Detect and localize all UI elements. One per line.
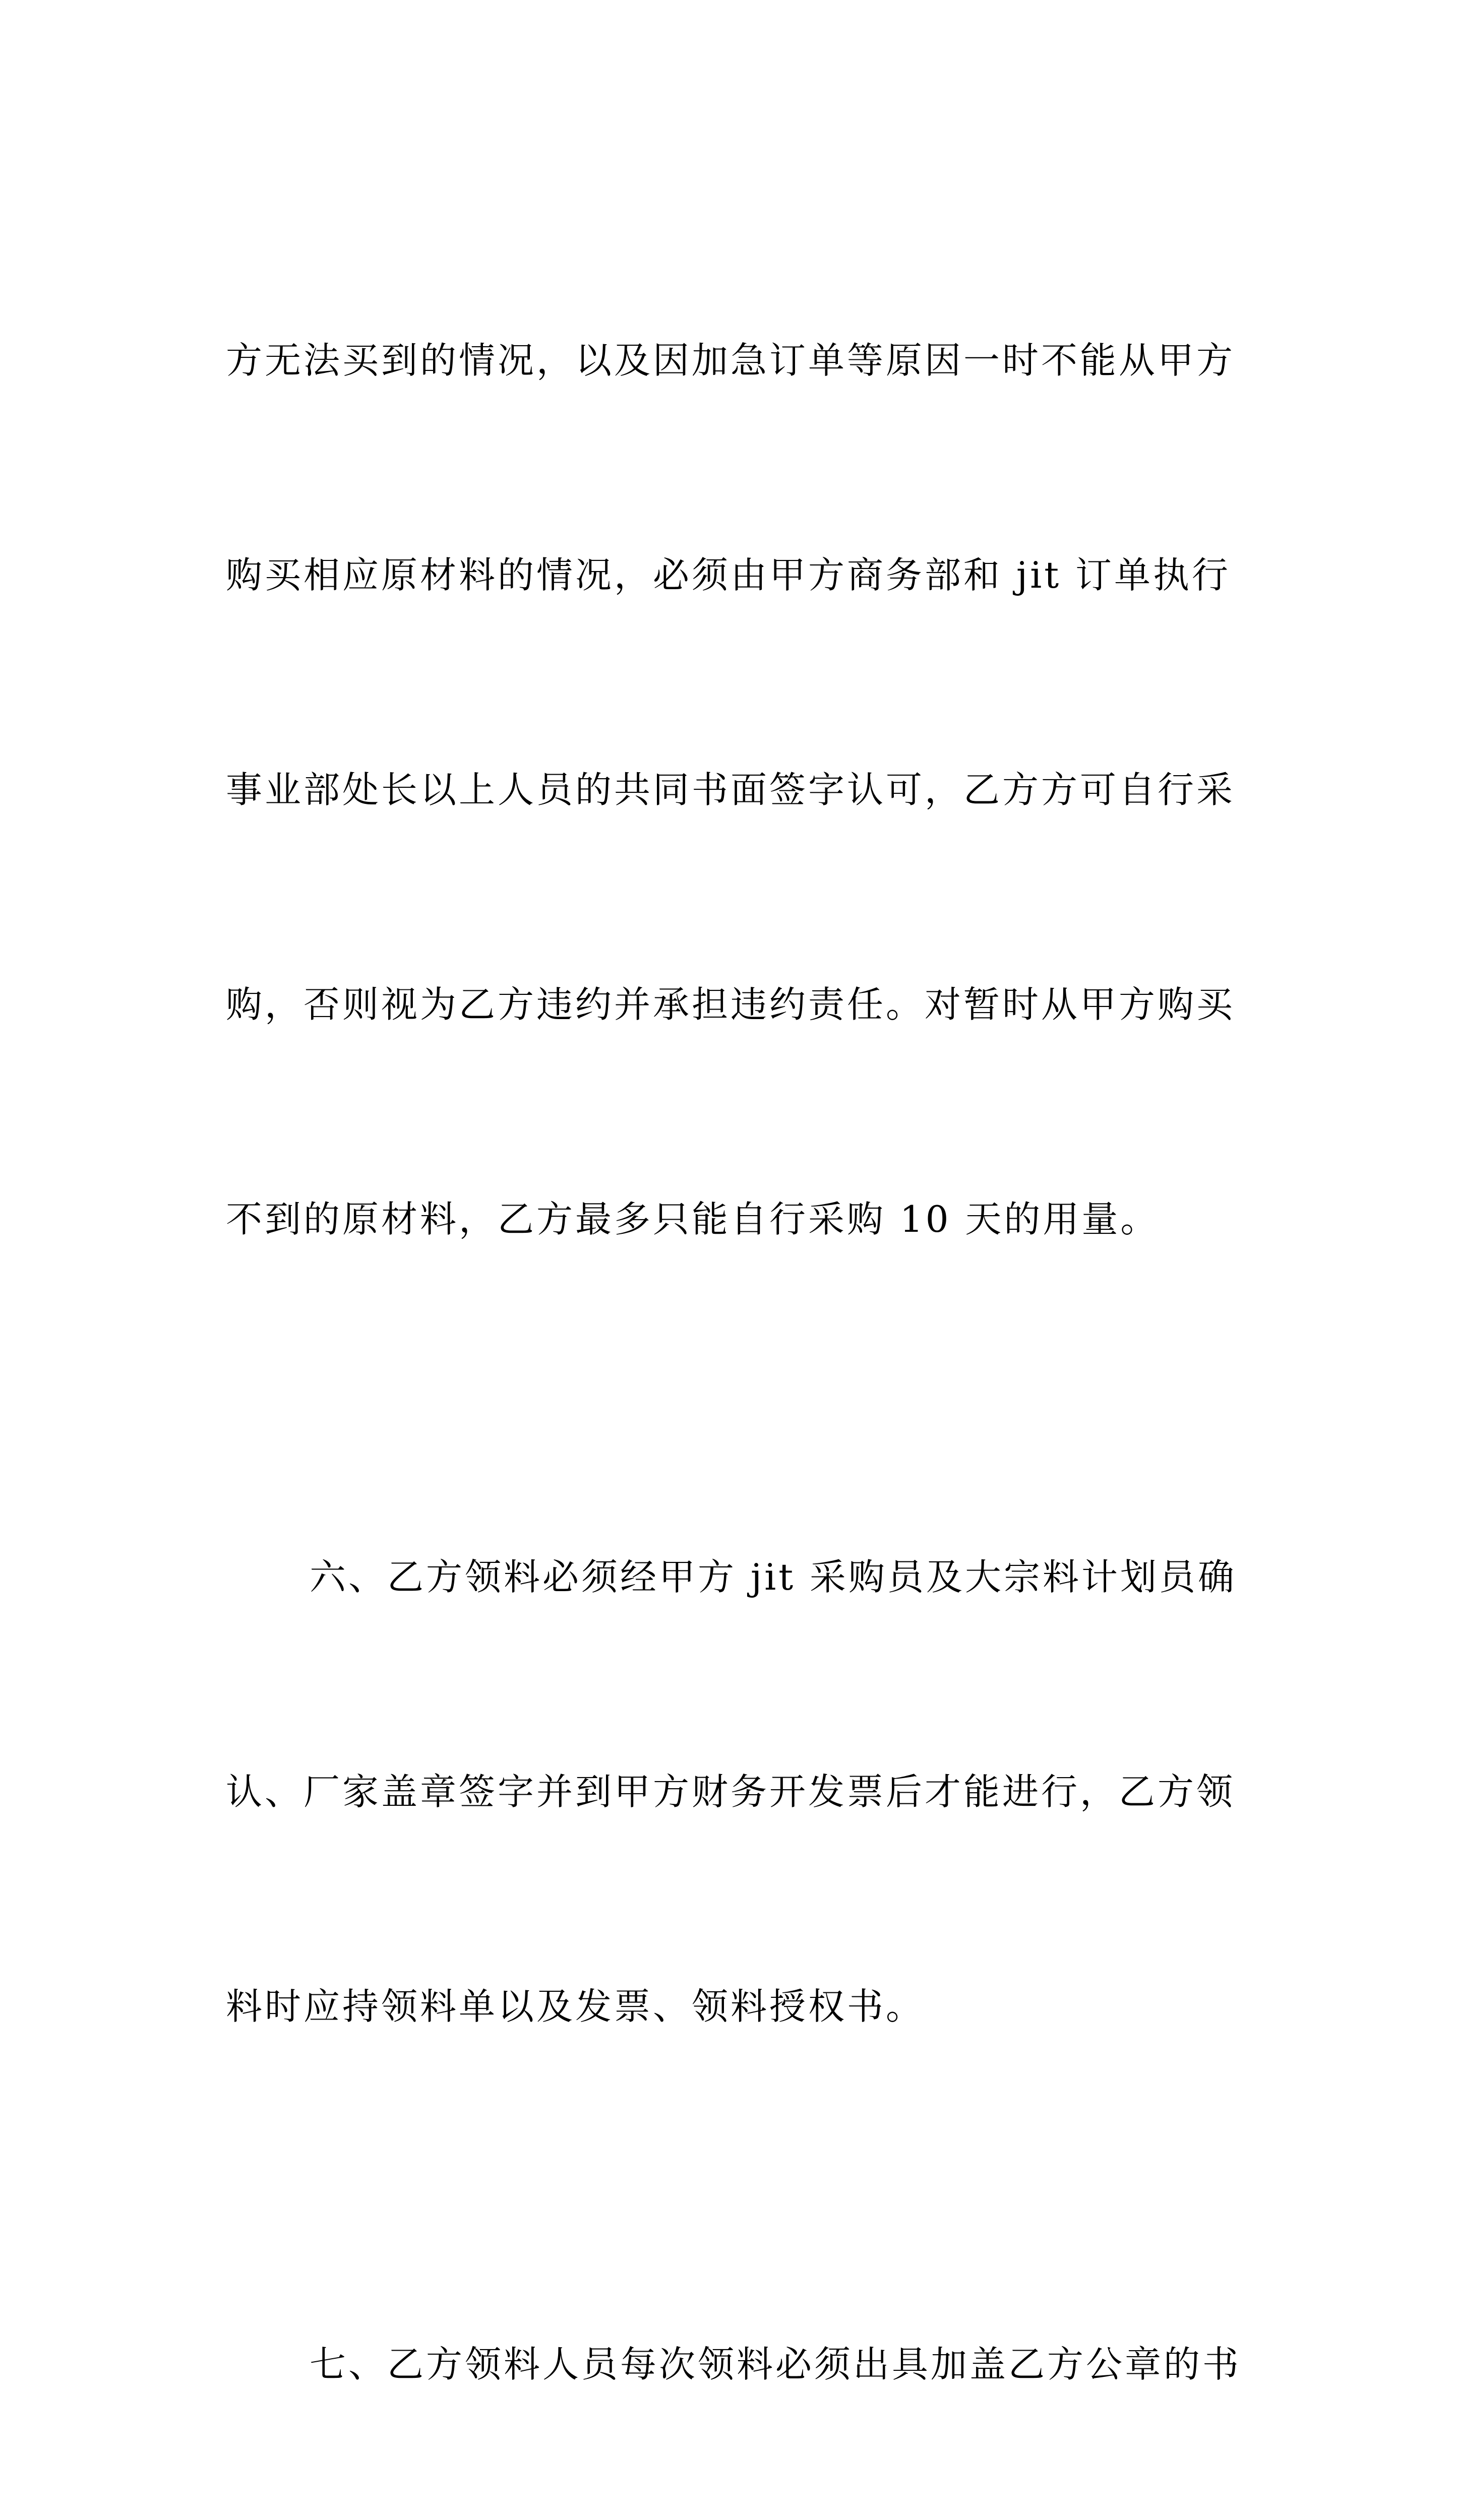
text-line: 购买相应原材料的情况，必须由甲方商务部和 jit 订单执行 (226, 554, 1231, 596)
paragraph-clause-6 (226, 1398, 1244, 2185)
text-line: 方无法买到的情况，以及因加急订单等原因一时不能从甲方 (226, 339, 1236, 382)
text-line: 不到的原材料，乙方最多只能自行采购 10 天的用量。 (226, 1198, 1160, 1240)
text-line: 六、乙方领料必须经甲方 jit 采购员及大宗料计划员确 (310, 1556, 1237, 1598)
text-line: 料时应持领料单以及发票、领料授权书。 (226, 1985, 925, 2028)
text-line: 事业部处长以上人员的共同书面签字认可，乙方方可自行采 (226, 769, 1236, 811)
paragraph-clause-7 (226, 2185, 1244, 2520)
paragraph-clause-5-continued (226, 181, 1244, 1398)
text-line: 认、厂家盖章签字并到甲方财务开发票后才能进行，乙方领 (226, 1771, 1236, 1813)
text-line: 购，否则视为乙方违约并承担违约责任。对暂时从甲方购买 (226, 983, 1236, 1026)
text-line: 七、乙方领料人员每次领料必须出具加盖乙方公章的书 (310, 2343, 1242, 2385)
contract-body (226, 181, 1244, 2520)
